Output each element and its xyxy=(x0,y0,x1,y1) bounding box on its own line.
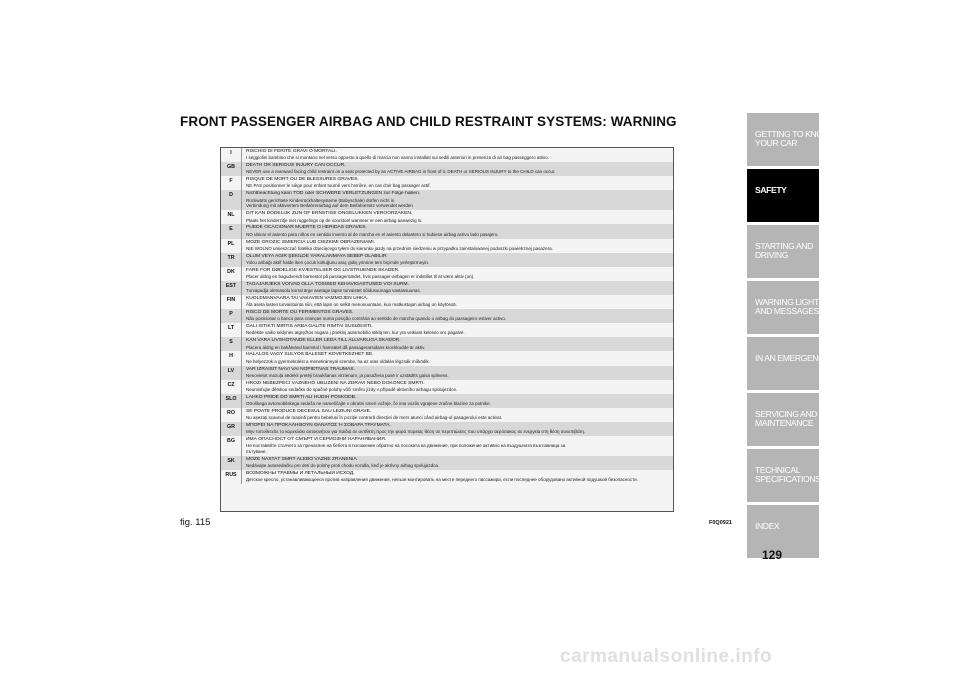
warning-body: Yolcu airbağı aktif halde iken çocuk koltuğunu araç gidiş yönüne ters biçimde yerleştirmeyin. xyxy=(246,259,430,265)
language-code: SLO xyxy=(225,395,237,402)
warning-row xyxy=(221,309,673,323)
warning-body: Rückwärts gerichtete Kinderrückhaltesysteme (Babyschale) dürfen nicht in xyxy=(246,197,395,203)
language-code: RUS xyxy=(225,472,237,479)
warning-headline: KUOLEMANVAARA TAI VAKAVIEN VAMMOJEN UHKA. xyxy=(246,296,369,301)
tab-warning-lights-and-messages[interactable] xyxy=(747,281,825,334)
section-tabs xyxy=(747,113,831,561)
warning-headline: GALI IŠTIKTI MIRTIS ARBA GALITE RIMTAI SUSIŽEISTI. xyxy=(246,324,373,330)
warning-text xyxy=(241,162,673,176)
warning-body: Otroškega avtomobilskega sedeža ne nameščajte v obratni smeri vožnje, če ima vozilo vgrajene zračne blazine za potnike. xyxy=(246,400,491,406)
tab-index[interactable] xyxy=(747,505,819,558)
warning-body: Neumisťujte dětskou sedačku do opačné polohy vůči směru jízdy v případě aktivního airbagu spolujezdce. xyxy=(246,386,458,392)
warning-body: Ne helyezzük a gyermekülést a menetiránnyal szembe, ha az utas oldalán légzsák működik. xyxy=(246,358,430,364)
warning-headline: HROZÍ NEBEZPEČÍ VÁŽNÉHO UBLÍŽENÍ NA ZDRAVÍ NEBO DOKONCE SMRTI. xyxy=(246,380,425,386)
tab-safety[interactable] xyxy=(747,169,819,222)
page-number: 129 xyxy=(762,548,783,562)
warning-body: Älä aseta lasten turvaistuinta niin, että lapsi on selkä menosuuntaan, kun matkustajan airbag on käytössä. xyxy=(246,302,457,308)
warning-row xyxy=(221,436,673,456)
tab-label-line2: YOUR CAR xyxy=(755,138,798,149)
warning-text xyxy=(241,394,673,408)
warning-text xyxy=(241,295,673,309)
language-code: S xyxy=(229,339,233,346)
warning-headline: MÔŽE NASTAŤ SMRŤ ALEBO VÁŽNE ZRANENIA xyxy=(246,457,357,463)
warning-row xyxy=(221,281,673,295)
warning-body: NIE WOLNO umieszczać fotelika dziecięcego tyłem do kierunku jazdy na przednim siedzeniu w przypadku zainstalowanej poduszki powietrznej pasażera. xyxy=(246,245,553,251)
language-code: GB xyxy=(227,164,235,171)
warning-text xyxy=(241,470,673,484)
warning-body: Placera aldrig en bakåtvänd barnstol i framsätet då passagerarsidans krockkudde är aktiv. xyxy=(246,344,426,350)
warning-text xyxy=(241,408,673,422)
tab-label-line1: TECHNICAL xyxy=(755,465,801,475)
warning-headline: ΜΠΟΡΕΙ ΝΑ ΠΡΟΚΑΛΗΘΟΥΝ ΘΑΝΑΤΟΣ Ή ΣΟΒΑΡΑ ΤΡΑΥΜΑΤΑ. xyxy=(246,422,391,428)
warning-text xyxy=(241,309,673,323)
warning-body: пътуване. xyxy=(246,449,267,455)
language-code: H xyxy=(229,353,233,360)
warning-headline: PUEDE OCACIONAR MUERTE O HERIDAS GRAVES. xyxy=(246,225,367,231)
warning-headline: TAGAJÄRJEKS VÕIVAD OLLA TÕSISED KEHAVIGASTUSED VÕI SURM. xyxy=(246,281,409,287)
warning-text xyxy=(241,253,673,267)
language-code: CZ xyxy=(227,381,235,388)
warning-body: Nu așezați scaunul de mașină pentru bebeluși în poziție contrară direcției de mers atunci când airbag-ul pasagerului este activat. xyxy=(246,415,503,421)
language-code: GR xyxy=(227,423,235,430)
warning-headline: RISCO DE MORTE OU FERIMENTOS GRAVES. xyxy=(246,310,354,316)
language-code: FIN xyxy=(226,297,236,303)
warning-text xyxy=(241,239,673,253)
tab-label-line1: INDEX xyxy=(755,521,780,531)
language-code: SK xyxy=(227,458,235,465)
warning-body: Не поставяйте столчето за пренасяне на бебета в положение обратно на посоката на движение, при положение активно на въздушната възглавница за xyxy=(246,443,566,449)
warning-row xyxy=(221,470,673,484)
warning-headline: KAN VARA LIVSHOTANDE ELLER LEDA TILL ALLVARLIGA SKADOR. xyxy=(246,338,401,344)
warning-body: NE PAS positionner le siège pour enfant tourné vers l'arrière, en cas d'air bag passager actif. xyxy=(246,183,431,189)
warning-text xyxy=(241,380,673,394)
warning-text xyxy=(241,456,673,470)
warning-row xyxy=(221,456,673,470)
warning-text xyxy=(241,210,673,224)
warning-text xyxy=(241,148,673,162)
warning-headline: RISCHIO DI FERITE GRAVI O MORTALI. xyxy=(246,149,337,154)
language-code: D xyxy=(229,192,233,199)
warning-body: Детское кресло, устанавливающееся против направления движения, нельзя монтировать на месте переднего пассажира, если последнее оборудовано активной подушкой безопасности. xyxy=(246,477,638,483)
warning-text xyxy=(241,281,673,295)
tab-in-an-emergency[interactable] xyxy=(747,337,830,390)
tab-label-line1: GETTING TO KNOW xyxy=(755,129,831,139)
warning-headline: ÖLÜM VEYA AĞIR ŞEKILDE YARALANMAYA SEBEP OLABILIR xyxy=(246,253,387,259)
warning-row xyxy=(221,176,673,190)
warning-text xyxy=(241,351,673,365)
language-code: P xyxy=(229,311,233,318)
language-code: F xyxy=(229,178,233,185)
warning-body: Plaats het kinderzitje niet ruggelings op de voorstoel wanneer er een airbag aanwezig is. xyxy=(246,217,423,223)
tab-label-line2: AND MESSAGES xyxy=(755,306,819,317)
tab-label-line1: SAFETY xyxy=(755,185,787,195)
figure-code: F0Q0921 xyxy=(709,520,732,526)
warning-headline: RISQUE DE MORT OU DE BLESSURES GRAVES. xyxy=(246,177,359,183)
warning-table xyxy=(220,147,674,512)
warning-row xyxy=(221,394,673,408)
warning-row xyxy=(221,224,673,238)
tab-servicing-and-maintenance[interactable] xyxy=(747,393,819,446)
tab-label-line2: MAINTENANCE xyxy=(755,418,814,429)
tab-getting-to-know-your-car[interactable] xyxy=(747,113,831,166)
warning-row xyxy=(221,295,673,309)
warning-headline: LAHKO PRIDE DO SMRTI ALI HUDIH POŠKODB. xyxy=(246,394,357,400)
tab-label-line2: DRIVING xyxy=(755,250,789,261)
warning-body: Nedávajte autosedačku pre deti do polohy proti chodu vozidla, keď je aktívny airbag spolujazdca. xyxy=(246,463,440,469)
warning-text xyxy=(241,190,673,210)
language-code: E xyxy=(229,226,233,233)
warning-headline: MOŻE GROZIĆ ŚMIERCIA LUB CIEŻKIMI OBRAŻENIAMI. xyxy=(246,239,376,245)
language-code: NL xyxy=(227,212,235,219)
language-code: PL xyxy=(227,240,235,247)
language-code: I xyxy=(230,150,232,156)
warning-text xyxy=(241,436,673,456)
language-code: TR xyxy=(227,254,235,261)
warning-row xyxy=(221,422,673,436)
warning-row xyxy=(221,253,673,267)
page-title: FRONT PASSENGER AIRBAG AND CHILD RESTRAINT SYSTEMS: WARNING xyxy=(180,114,677,129)
warning-headline: ВОЗМОЖНЫ ТРАВМЫ И ЛЕТАЛЬНЫЙ ИСХОД. xyxy=(246,471,355,477)
warning-body: I seggiolini bambino che si montano nel verso opposto a quello di marcia non vanno installati sui sedili anteriori in presenza di air bag passeggero attivo. xyxy=(246,155,549,161)
tab-label-line1: STARTING AND xyxy=(755,241,813,251)
language-code: LT xyxy=(227,325,235,332)
warning-headline: Nichtbeachtung kann TOD oder SCHWERE VERLETZUNGEN zur Folge haben. xyxy=(246,191,421,197)
warning-body: Não posicionar o banco para crianças numa posição contrária ao sentido de marcha quando o airbag do passageiro estiver activo. xyxy=(246,316,507,322)
warning-headline: DEATH OR SERIOUS INJURY CAN OCCUR. xyxy=(246,163,346,169)
warning-headline: ИМА ОПАСНОСТ ОТ СМЪРТ И СЕРИОЗНИ НАРАНЯВАНИЯ. xyxy=(246,437,387,443)
warning-body: Placer aldrig en bagudvendt barnestol på passagersædet, hvis passager-airbagen er indstillet til at være aktiv (on). xyxy=(246,273,475,279)
warning-text xyxy=(241,224,673,238)
warning-text xyxy=(241,422,673,436)
warning-row xyxy=(221,210,673,224)
tab-starting-and-driving[interactable] xyxy=(747,225,819,278)
language-code: EST xyxy=(225,282,237,289)
warning-row xyxy=(221,162,673,176)
warning-headline: DIT KAN DODELIJK ZIJN OF ERNSTIGE ONGELUKKEN VEROORZAKEN. xyxy=(246,211,413,217)
warning-body: Verbindung mit aktiviertem Beifahrerairbag auf dem Beifahrersitz verwendet werden xyxy=(246,203,413,209)
figure-caption: fig. 115 xyxy=(180,517,211,528)
warning-text xyxy=(241,176,673,190)
warning-headline: VAR IZRAISĪT NĀVI VAI NOPIETNAS TRAUMAS. xyxy=(246,366,355,372)
tab-label-line1: WARNING LIGHTS xyxy=(755,297,825,307)
warning-text xyxy=(241,323,673,337)
warning-body: Turvapadja olemasolu korral ärge asetage lapse turvaistet sõidusuunaga vastassuunas. xyxy=(246,288,421,294)
language-code: BG xyxy=(227,438,235,445)
language-code: DK xyxy=(227,268,235,275)
warning-headline: SE POATE PRODUCE DECESUL SAU LEZIUNI GRAVE. xyxy=(246,408,372,414)
warning-text xyxy=(241,366,673,380)
warning-row xyxy=(221,351,673,365)
warning-body: Nedėkite vaiko sėdynės atgręžtos nugara į priekinį automobilio stiklą ten, kur yra veikiant keleivio oro pagalvė. xyxy=(246,330,465,336)
warning-text xyxy=(241,337,673,351)
warning-body: Μην τοποθετείτε το καρεκλάκι αυτοκινήτου για παιδιά σε αντίθετη προς την φορά πορείας θέση σε περιπτώσεις που υπάρχει αερόσακος σε ενεργεία στη θέση συνεπιβάτη. xyxy=(246,429,586,435)
warning-headline: HALÁLOS VAGY SÚLYOS BALESET KÖVETKEZHET BE. xyxy=(246,352,374,358)
tab-label-line2: SPECIFICATIONS xyxy=(755,474,821,485)
tab-label-line1: SERVICING AND xyxy=(755,409,817,419)
tab-technical-specifications[interactable] xyxy=(747,449,819,502)
warning-row xyxy=(221,148,673,162)
watermark: carmanualsonline.info xyxy=(560,646,773,667)
warning-row xyxy=(221,267,673,281)
warning-row xyxy=(221,239,673,253)
tab-label-line1: IN AN EMERGENCY xyxy=(755,353,830,363)
warning-text xyxy=(241,267,673,281)
warning-row xyxy=(221,380,673,394)
language-code: LV xyxy=(227,367,235,374)
warning-row xyxy=(221,337,673,351)
warning-row xyxy=(221,366,673,380)
language-code: RO xyxy=(227,409,235,416)
warning-body: NO ubicar el asiento para niños en sentido inverso al de marcha en el asiento delantero si hubiese airbag activo lado pasajero. xyxy=(246,231,499,237)
warning-row xyxy=(221,408,673,422)
warning-body: Nenovietot mazuļa sēdekli pretēji braukšanas virzienam, ja pasažiera pusē ir uzstādīts gaisa spilvens. xyxy=(246,372,449,378)
warning-row xyxy=(221,323,673,337)
warning-headline: FARE FOR DØDELIGE KVÆSTELSER OG LIVSTRUENDE SKADER. xyxy=(246,267,400,273)
warning-row xyxy=(221,190,673,210)
warning-body: NEVER use a rearward facing child restraint on a seat protected by an ACTIVE AIRBAG in front of it, DEATH or SERIOUS INJURY to the CHILD can occur. xyxy=(246,169,556,175)
